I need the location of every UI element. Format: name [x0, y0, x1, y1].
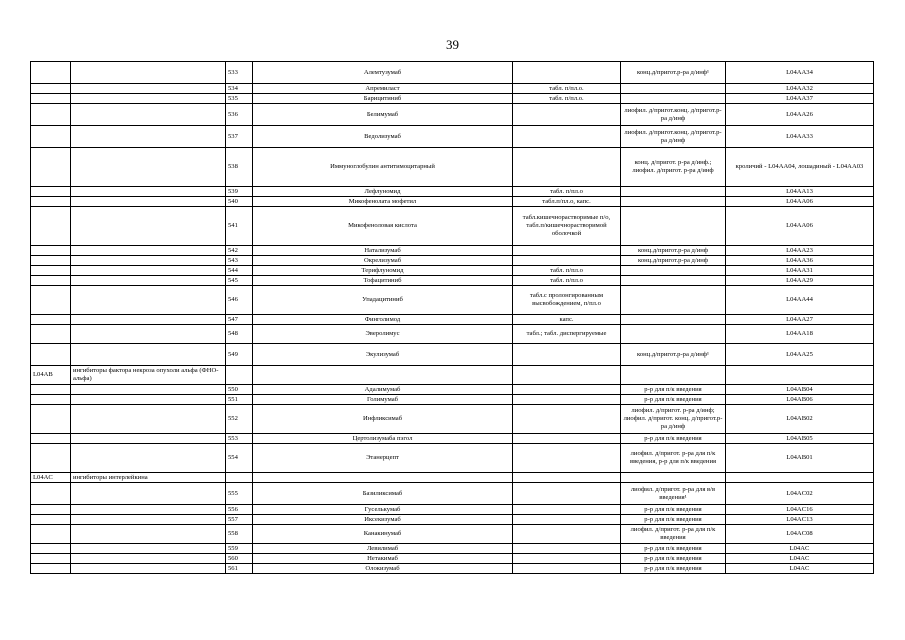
group-name-cell — [71, 544, 226, 554]
group-name-cell — [71, 148, 226, 187]
drug-name-cell: Этанерцепт — [253, 444, 513, 473]
dosage-form-cell: табл. п/пл.о — [513, 266, 621, 276]
atc-group-code-cell — [31, 62, 71, 84]
group-name-cell — [71, 505, 226, 515]
drug-name-cell: Левилимаб — [253, 544, 513, 554]
table-row — [31, 94, 874, 104]
group-name-cell — [71, 434, 226, 444]
group-name-cell — [71, 276, 226, 286]
atc-code-cell: L04AC02 — [726, 483, 874, 505]
atc-group-code-cell — [31, 197, 71, 207]
atc-code-cell: L04AA34 — [726, 62, 874, 84]
row-number-cell: 543 — [226, 256, 253, 266]
drug-name-cell: Окрелизумаб — [253, 256, 513, 266]
group-name-cell — [71, 395, 226, 405]
dosage-form-cell — [513, 554, 621, 564]
table-row — [31, 385, 874, 395]
group-name-cell — [71, 197, 226, 207]
atc-group-code-cell — [31, 148, 71, 187]
dosage-form-injection-cell: конц.д/пригот.р-ра д/инф¹ — [621, 62, 726, 84]
atc-group-code-cell — [31, 483, 71, 505]
row-number-cell: 559 — [226, 544, 253, 554]
dosage-form-cell: табл. п/пл.о. — [513, 84, 621, 94]
row-number-cell: 552 — [226, 405, 253, 434]
drug-table — [30, 61, 874, 574]
group-name-cell — [71, 246, 226, 256]
group-name-cell — [71, 126, 226, 148]
dosage-form-injection-cell: лиофил. д/пригот. р-ра для в/в введения¹ — [621, 483, 726, 505]
table-row — [31, 544, 874, 554]
atc-group-code-cell — [31, 385, 71, 395]
dosage-form-cell — [513, 126, 621, 148]
row-number-cell: 541 — [226, 207, 253, 246]
row-number-cell: 560 — [226, 554, 253, 564]
table-row — [31, 564, 874, 574]
atc-code-cell: L04AC — [726, 544, 874, 554]
atc-group-code-cell — [31, 395, 71, 405]
row-number-cell: 547 — [226, 315, 253, 325]
row-number-cell — [226, 366, 253, 385]
table-row — [31, 395, 874, 405]
dosage-form-injection-cell: конц.д/пригот.р-ра д/инф — [621, 246, 726, 256]
row-number-cell: 538 — [226, 148, 253, 187]
row-number-cell: 561 — [226, 564, 253, 574]
atc-code-cell: L04AB01 — [726, 444, 874, 473]
drug-name-cell: Алемтузумаб — [253, 62, 513, 84]
table-row — [31, 325, 874, 344]
group-name-cell: ингибиторы фактора некроза опухоли альфа (ФНО-альфа) — [71, 366, 226, 385]
drug-name-cell: Ведолизумаб — [253, 126, 513, 148]
row-number-cell: 556 — [226, 505, 253, 515]
row-number-cell: 549 — [226, 344, 253, 366]
drug-name-cell: Инфликсимаб — [253, 405, 513, 434]
group-name-cell — [71, 266, 226, 276]
atc-code-cell: L04AC — [726, 554, 874, 564]
group-name-cell — [71, 256, 226, 266]
row-number-cell: 554 — [226, 444, 253, 473]
dosage-form-injection-cell — [621, 266, 726, 276]
dosage-form-cell — [513, 544, 621, 554]
table-row — [31, 505, 874, 515]
drug-name-cell: Тофацитиниб — [253, 276, 513, 286]
dosage-form-cell — [513, 395, 621, 405]
group-name-cell — [71, 62, 226, 84]
atc-group-code-cell — [31, 325, 71, 344]
atc-code-cell — [726, 366, 874, 385]
atc-code-cell: L04AA27 — [726, 315, 874, 325]
dosage-form-injection-cell — [621, 473, 726, 483]
atc-group-code-cell — [31, 256, 71, 266]
table-body — [31, 62, 874, 574]
atc-group-code-cell — [31, 286, 71, 315]
atc-group-code-cell — [31, 344, 71, 366]
table-row — [31, 515, 874, 525]
dosage-form-injection-cell — [621, 84, 726, 94]
group-name-cell — [71, 525, 226, 544]
atc-code-cell: L04AA37 — [726, 94, 874, 104]
dosage-form-cell: табл.; табл. диспергируемые — [513, 325, 621, 344]
page-number: 39 — [446, 37, 459, 52]
dosage-form-cell — [513, 62, 621, 84]
dosage-form-cell: табл. п/пл.о. — [513, 94, 621, 104]
atc-group-code-cell — [31, 315, 71, 325]
dosage-form-injection-cell — [621, 286, 726, 315]
atc-code-cell: L04AC — [726, 564, 874, 574]
dosage-form-cell — [513, 564, 621, 574]
atc-code-cell: L04AA23 — [726, 246, 874, 256]
dosage-form-cell — [513, 515, 621, 525]
row-number-cell: 535 — [226, 94, 253, 104]
dosage-form-cell — [513, 366, 621, 385]
row-number-cell: 546 — [226, 286, 253, 315]
atc-code-cell: L04AB05 — [726, 434, 874, 444]
drug-name-cell: Олокизумаб — [253, 564, 513, 574]
drug-name-cell: Иммуноглобулин антитимоцитарный — [253, 148, 513, 187]
row-number-cell: 539 — [226, 187, 253, 197]
drug-name-cell: Цертолизумаба пэгол — [253, 434, 513, 444]
atc-group-code-cell — [31, 544, 71, 554]
dosage-form-cell — [513, 483, 621, 505]
dosage-form-cell — [513, 505, 621, 515]
dosage-form-cell: табл.п/пл.о, капс. — [513, 197, 621, 207]
atc-group-code-cell: L04AC — [31, 473, 71, 483]
dosage-form-injection-cell — [621, 94, 726, 104]
atc-group-code-cell — [31, 515, 71, 525]
dosage-form-injection-cell — [621, 207, 726, 246]
group-name-cell — [71, 515, 226, 525]
dosage-form-injection-cell: р-р для п/к введения — [621, 505, 726, 515]
atc-group-code-cell — [31, 434, 71, 444]
atc-group-code-cell — [31, 126, 71, 148]
dosage-form-injection-cell: р-р для п/к введения — [621, 544, 726, 554]
drug-name-cell: Иксекизумаб — [253, 515, 513, 525]
drug-name-cell: Нетакимаб — [253, 554, 513, 564]
dosage-form-injection-cell — [621, 315, 726, 325]
dosage-form-injection-cell: лиофил. д/пригот. р-ра д/инф; лиофил. д/пригот. конц. д/пригот.р-ра д/инф — [621, 405, 726, 434]
drug-name-cell: Лефлуномид — [253, 187, 513, 197]
table-row — [31, 483, 874, 505]
row-number-cell: 553 — [226, 434, 253, 444]
table-row — [31, 126, 874, 148]
atc-group-code-cell — [31, 84, 71, 94]
atc-code-cell: L04AA33 — [726, 126, 874, 148]
dosage-form-injection-cell — [621, 325, 726, 344]
table-row — [31, 266, 874, 276]
atc-code-cell: L04AC16 — [726, 505, 874, 515]
group-name-cell — [71, 315, 226, 325]
table-row — [31, 62, 874, 84]
row-number-cell: 540 — [226, 197, 253, 207]
dosage-form-injection-cell: р-р для п/к введения — [621, 515, 726, 525]
atc-group-code-cell — [31, 405, 71, 434]
group-name-cell — [71, 207, 226, 246]
group-name-cell — [71, 564, 226, 574]
atc-code-cell: L04AA36 — [726, 256, 874, 266]
drug-name-cell: Голимумаб — [253, 395, 513, 405]
group-name-cell — [71, 104, 226, 126]
atc-code-cell: L04AA18 — [726, 325, 874, 344]
atc-group-code-cell: L04AB — [31, 366, 71, 385]
dosage-form-cell — [513, 148, 621, 187]
dosage-form-cell — [513, 256, 621, 266]
table-row — [31, 286, 874, 315]
dosage-form-injection-cell: конц.д/пригот.р-ра д/инф — [621, 256, 726, 266]
dosage-form-cell: табл. п/пл.о — [513, 276, 621, 286]
atc-code-cell: L04AA31 — [726, 266, 874, 276]
atc-code-cell: L04AA44 — [726, 286, 874, 315]
dosage-form-cell — [513, 246, 621, 256]
atc-group-code-cell — [31, 104, 71, 126]
dosage-form-cell — [513, 344, 621, 366]
row-number-cell: 542 — [226, 246, 253, 256]
drug-name-cell: Гуселькумаб — [253, 505, 513, 515]
table-row — [31, 84, 874, 94]
atc-code-cell: L04AA25 — [726, 344, 874, 366]
row-number-cell: 558 — [226, 525, 253, 544]
atc-code-cell: L04AB06 — [726, 395, 874, 405]
atc-code-cell: L04AA06 — [726, 197, 874, 207]
atc-code-cell: L04AA29 — [726, 276, 874, 286]
dosage-form-injection-cell: р-р для п/к введения — [621, 564, 726, 574]
table-row — [31, 187, 874, 197]
dosage-form-cell — [513, 473, 621, 483]
drug-name-cell: Микофенолата мофетил — [253, 197, 513, 207]
atc-group-code-cell — [31, 187, 71, 197]
atc-code-cell: L04AB04 — [726, 385, 874, 395]
atc-group-code-cell — [31, 266, 71, 276]
row-number-cell: 551 — [226, 395, 253, 405]
dosage-form-injection-cell: лиофил. д/пригот. р-ра для п/к введения, р-р для п/к введения — [621, 444, 726, 473]
drug-name-cell: Финголимод — [253, 315, 513, 325]
atc-group-code-cell — [31, 276, 71, 286]
table-row — [31, 525, 874, 544]
table-row — [31, 554, 874, 564]
group-header-row — [31, 473, 874, 483]
drug-name-cell: Экулизумаб — [253, 344, 513, 366]
row-number-cell: 544 — [226, 266, 253, 276]
table-row — [31, 246, 874, 256]
group-name-cell — [71, 444, 226, 473]
atc-group-code-cell — [31, 554, 71, 564]
row-number-cell: 555 — [226, 483, 253, 505]
drug-name-cell: Базиликсимаб — [253, 483, 513, 505]
dosage-form-injection-cell: лиофил. д/пригот. р-ра для п/к введения — [621, 525, 726, 544]
dosage-form-injection-cell: лиофил. д/пригот.конц. д/пригот.р-ра д/инф — [621, 126, 726, 148]
table-row — [31, 405, 874, 434]
dosage-form-cell: табл.кишечнорастворимые п/о, табл.п/кишечнорастворимой оболочкой — [513, 207, 621, 246]
drug-name-cell: Упадацитиниб — [253, 286, 513, 315]
group-header-row — [31, 366, 874, 385]
atc-group-code-cell — [31, 505, 71, 515]
atc-code-cell: L04AA13 — [726, 187, 874, 197]
dosage-form-cell — [513, 385, 621, 395]
table-row — [31, 197, 874, 207]
drug-name-cell: Канакинумаб — [253, 525, 513, 544]
table-row — [31, 256, 874, 266]
dosage-form-injection-cell: р-р для п/к введения — [621, 385, 726, 395]
drug-name-cell: Натализумаб — [253, 246, 513, 256]
drug-name-cell: Терифлуномид — [253, 266, 513, 276]
group-name-cell: ингибиторы интерлейкина — [71, 473, 226, 483]
dosage-form-injection-cell: р-р для п/к введения — [621, 434, 726, 444]
table-row — [31, 207, 874, 246]
dosage-form-cell — [513, 434, 621, 444]
atc-code-cell: L04AA06 — [726, 207, 874, 246]
row-number-cell: 533 — [226, 62, 253, 84]
group-name-cell — [71, 187, 226, 197]
group-name-cell — [71, 84, 226, 94]
drug-name-cell: Микофеноловая кислота — [253, 207, 513, 246]
group-name-cell — [71, 94, 226, 104]
dosage-form-injection-cell — [621, 187, 726, 197]
row-number-cell: 536 — [226, 104, 253, 126]
dosage-form-cell: капс. — [513, 315, 621, 325]
atc-group-code-cell — [31, 525, 71, 544]
table-row — [31, 434, 874, 444]
atc-code-cell: L04AC08 — [726, 525, 874, 544]
dosage-form-injection-cell: р-р для п/к введения — [621, 554, 726, 564]
dosage-form-cell: табл. п/пл.о — [513, 187, 621, 197]
group-name-cell — [71, 554, 226, 564]
table-row — [31, 104, 874, 126]
atc-code-cell: L04AA32 — [726, 84, 874, 94]
dosage-form-injection-cell — [621, 197, 726, 207]
drug-name-cell: Адалимумаб — [253, 385, 513, 395]
atc-code-cell: L04AA26 — [726, 104, 874, 126]
atc-group-code-cell — [31, 444, 71, 473]
dosage-form-injection-cell: конц.д/пригот.р-ра д/инф¹ — [621, 344, 726, 366]
table-row — [31, 148, 874, 187]
dosage-form-cell: табл.с пролонгированным высвобождением, п/пл.о — [513, 286, 621, 315]
group-name-cell — [71, 483, 226, 505]
row-number-cell: 537 — [226, 126, 253, 148]
atc-code-cell — [726, 473, 874, 483]
table-row — [31, 444, 874, 473]
dosage-form-injection-cell: лиофил. д/пригот.конц. д/пригот.р-ра д/инф — [621, 104, 726, 126]
atc-code-cell: кроличий - L04AA04, лошадиный - L04AA03 — [726, 148, 874, 187]
atc-code-cell: L04AB02 — [726, 405, 874, 434]
row-number-cell — [226, 473, 253, 483]
drug-name-cell: Белимумаб — [253, 104, 513, 126]
group-name-cell — [71, 344, 226, 366]
atc-code-cell: L04AC13 — [726, 515, 874, 525]
row-number-cell: 534 — [226, 84, 253, 94]
group-name-cell — [71, 405, 226, 434]
table-row — [31, 276, 874, 286]
row-number-cell: 548 — [226, 325, 253, 344]
dosage-form-cell — [513, 104, 621, 126]
dosage-form-injection-cell: конц. д/пригот. р-ра д/инф.; лиофил. д/пригот. р-ра д/инф — [621, 148, 726, 187]
dosage-form-cell — [513, 525, 621, 544]
row-number-cell: 557 — [226, 515, 253, 525]
row-number-cell: 550 — [226, 385, 253, 395]
dosage-form-injection-cell: р-р для п/к введения — [621, 395, 726, 405]
dosage-form-cell — [513, 405, 621, 434]
atc-group-code-cell — [31, 207, 71, 246]
group-name-cell — [71, 286, 226, 315]
drug-name-cell — [253, 366, 513, 385]
dosage-form-injection-cell — [621, 276, 726, 286]
drug-name-cell: Апремиласт — [253, 84, 513, 94]
drug-name-cell — [253, 473, 513, 483]
group-name-cell — [71, 325, 226, 344]
group-name-cell — [71, 385, 226, 395]
dosage-form-injection-cell — [621, 366, 726, 385]
drug-name-cell: Барицитиниб — [253, 94, 513, 104]
table-row — [31, 315, 874, 325]
dosage-form-cell — [513, 444, 621, 473]
table-row — [31, 344, 874, 366]
atc-group-code-cell — [31, 564, 71, 574]
atc-group-code-cell — [31, 246, 71, 256]
drug-name-cell: Эверолимус — [253, 325, 513, 344]
atc-group-code-cell — [31, 94, 71, 104]
row-number-cell: 545 — [226, 276, 253, 286]
